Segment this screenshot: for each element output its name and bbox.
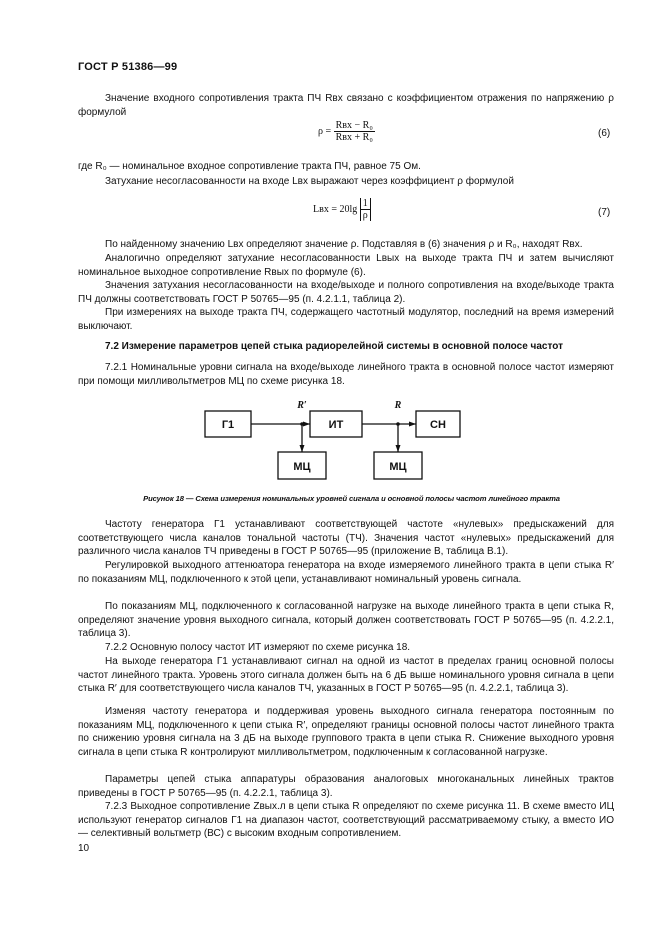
r-label: R xyxy=(394,400,402,411)
paragraph: По найденному значению Lвх определяют значение ρ. Подставляя в (6) значения ρ и R₀, находят Rвх. xyxy=(105,239,583,250)
figure-18-diagram xyxy=(200,397,470,489)
formula-6-denominator: Rвх + R₀ xyxy=(335,132,373,143)
it-label: ИТ xyxy=(328,419,344,431)
formula-6-fraction xyxy=(334,120,375,143)
r-prime-label: R′ xyxy=(297,400,307,411)
paragraph: Значение входного сопротивления тракта ПЧ Rвх связано с коэффициентом отражения по напряжению ρ формулой xyxy=(78,93,614,118)
paragraph: Затухание несогласованности на входе Lвх выражают через коэффициент ρ формулой xyxy=(105,176,514,187)
paragraph: По показаниям МЦ, подключенного к согласованной нагрузке на выходе линейного тракта в цепи стыка R, определяют значение уровня выходного сигнала, который должен соответствовать ГОСТ Р 50765—95 (п. 4.2.2.1, таблица 3). xyxy=(78,601,614,639)
arrow-to-mc2 xyxy=(396,445,401,452)
section-heading: 7.2 Измерение параметров цепей стыка радиорелейной системы в основной полосе частот xyxy=(105,341,564,352)
mc1-label: МЦ xyxy=(293,461,311,473)
paragraph: Значения затухания несогласованности на входе/выходе и полного сопротивления на входе/выходе тракта ПЧ должны соответствовать ГОСТ Р 50765—95 (п. 4.2.1.1, таблица 2). xyxy=(78,280,614,305)
page-number: 10 xyxy=(78,843,90,854)
formula-7-denominator: ρ xyxy=(362,210,368,221)
paragraph: Изменяя частоту генератора и поддерживая уровень выходного сигнала генератора постоянным по показаниям МЦ, подключенного к цепи стыка R′, определяют границы основной полосы частот линейного тракта по снижению уровня сигнала на 3 дБ на выходе группового тракта в цепи стыка R. Снижение выходного уровня сигнала в цепи стыка R контролируют милливольтметром, подключенным к согласованной нагрузке. xyxy=(78,706,614,758)
paragraph: Аналогично определяют затухание несогласованности Lвых на выходе тракта ПЧ и затем вычисляют номинальное выходное сопротивление Rвых по формуле (6). xyxy=(78,253,614,278)
formula-7-fraction xyxy=(360,198,371,221)
document-header: ГОСТ Р 51386—99 xyxy=(78,61,178,73)
equation-number-7: (7) xyxy=(598,207,611,218)
paragraph: 7.2.1 Номинальные уровни сигнала на входе/выходе линейного тракта в основной полосе частот измеряют при помощи милливольтметров МЦ по схеме рисунка 18. xyxy=(78,362,614,387)
formula-7 xyxy=(313,198,371,221)
paragraph: Параметры цепей стыка аппаратуры образования аналоговых многоканальных линейных трактов приведены в ГОСТ Р 50765—95 (п. 4.2.2.1, таблица 3). xyxy=(78,774,614,799)
formula-6-lhs: ρ = xyxy=(318,125,332,137)
paragraph: Частоту генератора Г1 устанавливают соответствующей частоте «нулевых» предыскажений для соответствующего числа каналов тональной частоты (ТЧ). Значения частот «нулевых» предыскажений для различного числа каналов ТЧ приведены в ГОСТ Р 50765—95 (приложение В, таблица В.1). xyxy=(78,519,614,557)
formula-6 xyxy=(318,120,375,143)
g1-label: Г1 xyxy=(221,419,235,431)
paragraph: 7.2.3 Выходное сопротивление Zвых.л в цепи стыка R определяют по схеме рисунка 11. В схеме вместо ИЦ используют генератор сигналов Г1 на диапазон частот, соответствующий рассматриваемому стыку, а вместо ИО — селективный вольтметр (ВС) с высоким входным сопротивлением. xyxy=(78,801,614,839)
arrow-to-it xyxy=(303,422,310,427)
figure-caption: Рисунок 18 — Схема измерения номинальных уровней сигнала и основной полосы частот линейного тракта xyxy=(143,494,560,503)
equation-number-6: (6) xyxy=(598,128,611,139)
formula-7-numerator: 1 xyxy=(362,198,368,209)
paragraph: где R₀ — номинальное входное сопротивление тракта ПЧ, равное 75 Ом. xyxy=(78,161,421,172)
sn-label: СН xyxy=(430,419,446,431)
junction-dot xyxy=(396,422,400,426)
arrow-to-sn xyxy=(409,422,416,427)
formula-7-lhs: Lвх = 20lg xyxy=(313,203,358,215)
paragraph: 7.2.2 Основную полосу частот ИТ измеряют по схеме рисунка 18. xyxy=(105,642,411,653)
mc2-label: МЦ xyxy=(389,461,407,473)
paragraph: Регулировкой выходного аттенюатора генератора на входе измеряемого линейного тракта в цепи стыка R′ по показаниям МЦ, подключенного к этой цепи, устанавливают номинальный уровень сигнала. xyxy=(78,560,614,585)
paragraph: На выходе генератора Г1 устанавливают сигнал на одной из частот в пределах границ основной полосы частот линейного тракта. Уровень этого сигнала должен быть на 6 дБ выше номинального уровня сигнала в цепи стыка R′ для соответствующего числа каналов ТЧ, указанных в ГОСТ Р 50765—95 (п. 4.2.2.1, таблица 3). xyxy=(78,656,614,694)
paragraph: При измерениях на выходе тракта ПЧ, содержащего частотный модулятор, последний на время измерений выключают. xyxy=(78,307,614,332)
formula-6-numerator: Rвх − R₀ xyxy=(335,120,373,131)
arrow-to-mc1 xyxy=(300,445,305,452)
